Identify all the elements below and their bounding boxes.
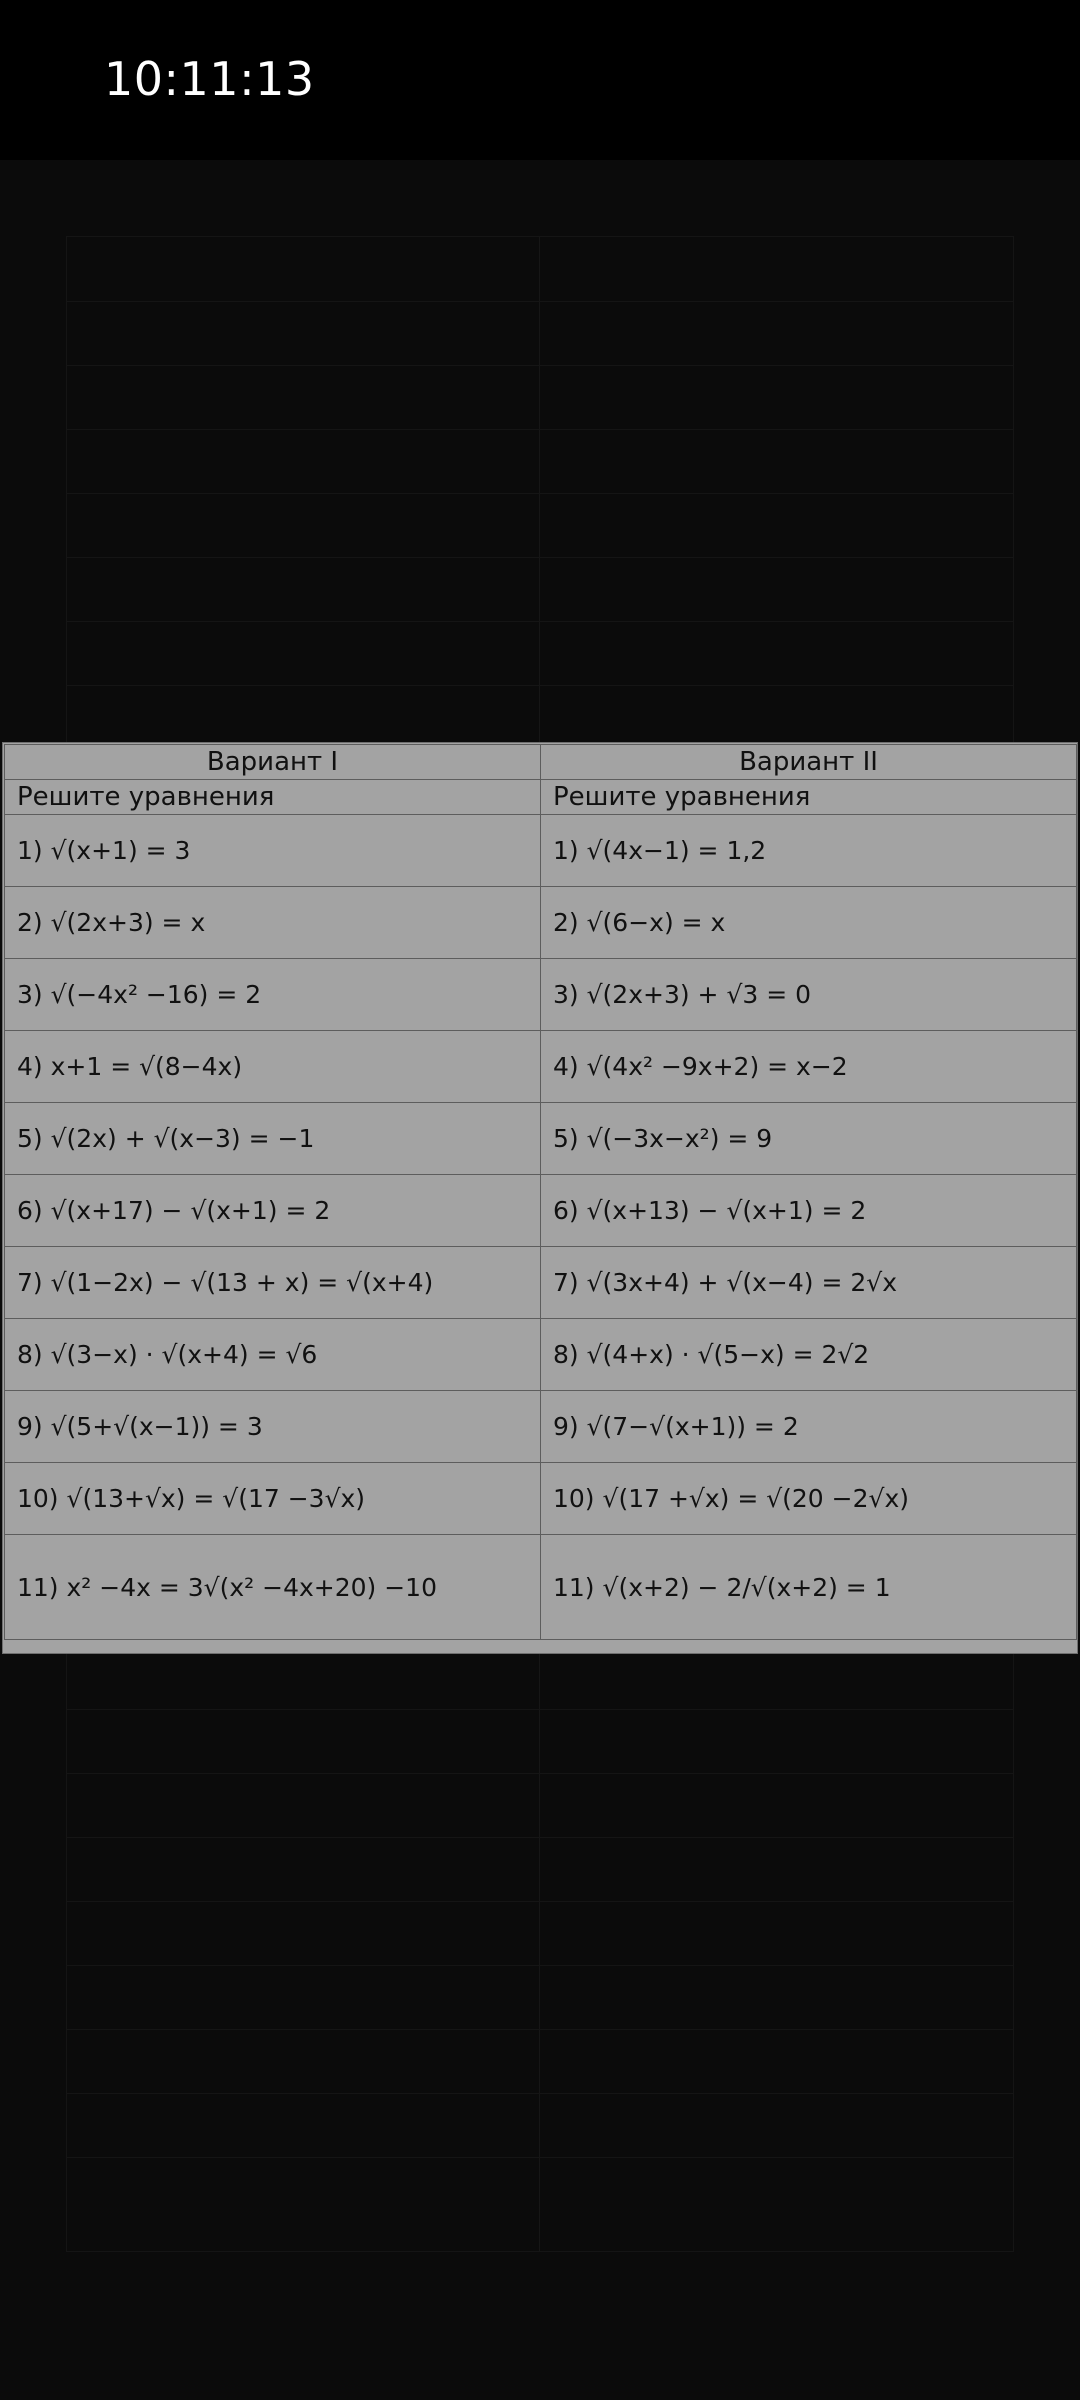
background-row-line	[67, 2093, 1013, 2094]
variant-1-equation: 10) √(13+√x) = √(17 −3√x)	[5, 1463, 541, 1535]
variant-1-equation: 8) √(3−x) · √(x+4) = √6	[5, 1319, 541, 1391]
variant-1-equation: 3) √(−4x² −16) = 2	[5, 959, 541, 1031]
background-row-line	[67, 621, 1013, 622]
equation-row	[5, 1103, 1077, 1175]
variant-2-equation: 5) √(−3x−x²) = 9	[541, 1103, 1077, 1175]
equation-row	[5, 1391, 1077, 1463]
variant-2-equation: 1) √(4x−1) = 1,2	[541, 815, 1077, 887]
background-row-line	[67, 1965, 1013, 1966]
equation-row	[5, 1175, 1077, 1247]
equation-row	[5, 1031, 1077, 1103]
equations-table	[4, 744, 1077, 1640]
equation-row	[5, 815, 1077, 887]
background-row-line	[67, 429, 1013, 430]
variant-1-equation: 7) √(1−2x) − √(13 + x) = √(x+4)	[5, 1247, 541, 1319]
status-clock: 10:11:13	[104, 52, 315, 106]
variant-1-header: Вариант I	[5, 745, 541, 780]
variant-1-equation: 4) x+1 = √(8−4x)	[5, 1031, 541, 1103]
background-row-line	[67, 557, 1013, 558]
background-row-line	[67, 493, 1013, 494]
background-row-line	[67, 365, 1013, 366]
background-row-line	[67, 1837, 1013, 1838]
background-row-line	[67, 1901, 1013, 1902]
equation-row	[5, 1319, 1077, 1391]
equation-row	[5, 887, 1077, 959]
equation-row	[5, 1247, 1077, 1319]
variant-2-equation: 7) √(3x+4) + √(x−4) = 2√x	[541, 1247, 1077, 1319]
equation-row	[5, 959, 1077, 1031]
variant-1-task: Решите уравнения	[5, 780, 541, 815]
variant-2-equation: 2) √(6−x) = x	[541, 887, 1077, 959]
variant-2-equation: 9) √(7−√(x+1)) = 2	[541, 1391, 1077, 1463]
variant-2-equation: 3) √(2x+3) + √3 = 0	[541, 959, 1077, 1031]
background-row-line	[67, 2157, 1013, 2158]
background-row-line	[67, 301, 1013, 302]
variant-2-equation: 4) √(4x² −9x+2) = x−2	[541, 1031, 1077, 1103]
status-bar	[0, 0, 1080, 160]
variant-2-equation: 6) √(x+13) − √(x+1) = 2	[541, 1175, 1077, 1247]
equation-row	[5, 1463, 1077, 1535]
variant-2-equation: 11) √(x+2) − 2/√(x+2) = 1	[541, 1535, 1077, 1640]
variant-1-equation: 11) x² −4x = 3√(x² −4x+20) −10	[5, 1535, 541, 1640]
variant-1-equation: 2) √(2x+3) = x	[5, 887, 541, 959]
variant-1-equation: 6) √(x+17) − √(x+1) = 2	[5, 1175, 541, 1247]
background-row-line	[67, 1773, 1013, 1774]
variant-2-header: Вариант II	[541, 745, 1077, 780]
variant-2-equation: 8) √(4+x) · √(5−x) = 2√2	[541, 1319, 1077, 1391]
equation-row	[5, 1535, 1077, 1640]
variant-2-task: Решите уравнения	[541, 780, 1077, 815]
equations-sheet	[2, 742, 1078, 1654]
background-row-line	[67, 2029, 1013, 2030]
background-row-line	[67, 1709, 1013, 1710]
background-row-line	[67, 685, 1013, 686]
variant-1-equation: 5) √(2x) + √(x−3) = −1	[5, 1103, 541, 1175]
variant-2-equation: 10) √(17 +√x) = √(20 −2√x)	[541, 1463, 1077, 1535]
variant-1-equation: 1) √(x+1) = 3	[5, 815, 541, 887]
variant-1-equation: 9) √(5+√(x−1)) = 3	[5, 1391, 541, 1463]
